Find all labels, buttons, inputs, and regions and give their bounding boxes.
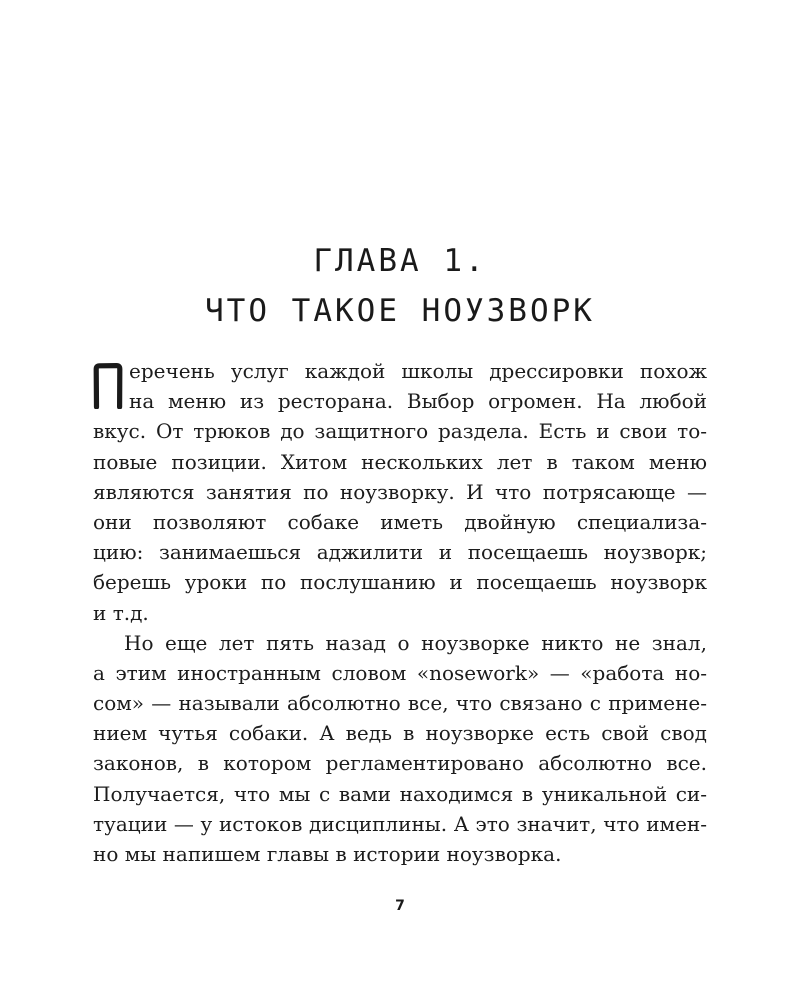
body-text: [93, 356, 707, 869]
text-line: туации — у истоков дисциплины. А это значит, что имен-: [93, 811, 707, 836]
paragraph-1: [93, 356, 707, 628]
text-line: сом» — называли абсолютно все, что связано с примене-: [93, 691, 707, 716]
text-line: цию: занимаешься аджилити и посещаешь ноузворк;: [93, 540, 707, 565]
text-line: и т.д.: [93, 600, 149, 625]
text-line: Получается, что мы с вами находимся в уникальной си-: [93, 781, 707, 806]
page-number: 7: [395, 898, 405, 914]
text-line: а этим иностранным словом «nosework» — «работа но-: [93, 660, 707, 685]
text-line: вкус. От трюков до защитного раздела. Есть и свои то-: [93, 419, 707, 444]
text-line: берешь уроки по послушанию и посещаешь ноузворк: [93, 570, 707, 595]
text-line: повые позиции. Хитом нескольких лет в таком меню: [93, 449, 707, 474]
text-line: нием чутья собаки. А ведь в ноузворке есть свой свод: [93, 721, 707, 746]
text-line: но мы напишем главы в истории ноузворка.: [93, 842, 562, 866]
text-line: законов, в котором регламентировано абсолютно все.: [93, 751, 707, 776]
paragraph-2: [93, 628, 707, 870]
chapter-number: ГЛАВА 1.: [313, 243, 487, 279]
chapter-heading: [0, 236, 800, 336]
text-line: еречень услуг каждой школы дрессировки похож: [129, 359, 707, 383]
chapter-title: ЧТО ТАКОЕ НОУЗВОРК: [205, 293, 595, 329]
text-line: на меню из ресторана. Выбор огромен. На любой: [129, 389, 707, 414]
text-line: являются занятия по ноузворку. И что потрясающе —: [93, 479, 707, 504]
text-line: Но еще лет пять назад о ноузворке никто не знал,: [124, 630, 707, 655]
text-line: они позволяют собаке иметь двойную специализа-: [93, 509, 707, 534]
